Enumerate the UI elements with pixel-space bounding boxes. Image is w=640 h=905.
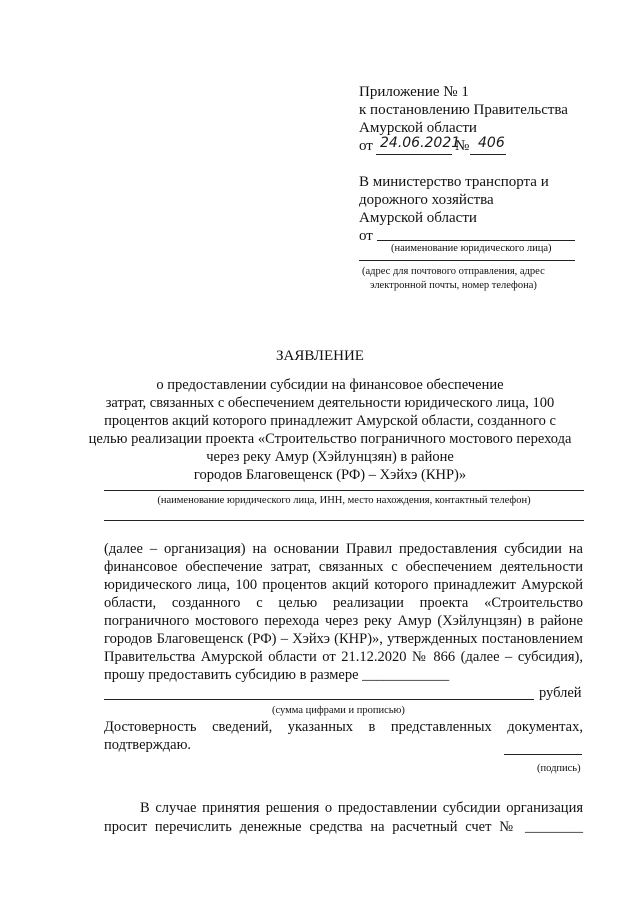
subtitle-line: городов Благовещенск (РФ) – Хэйхэ (КНР)» bbox=[193, 467, 467, 483]
body-line: юридического лица, 100 процентов акций которого принадлежит Амурской bbox=[104, 577, 583, 593]
date-underline bbox=[376, 154, 452, 155]
entity-line-2 bbox=[104, 520, 584, 521]
addressee-line-1: В министерство транспорта и bbox=[359, 174, 549, 190]
amount-line bbox=[104, 699, 534, 700]
subtitle-line: целью реализации проекта «Строительство пограничного мостового перехода bbox=[88, 431, 572, 447]
handwritten-date: 24.06.2021 bbox=[380, 135, 461, 151]
appendix-number: Приложение № 1 bbox=[359, 84, 469, 100]
address-caption-2: электронной почты, номер телефона) bbox=[370, 280, 537, 291]
date-prefix: от bbox=[359, 138, 373, 154]
body-line: городов Благовещенск (РФ) – Хэйхэ (КНР)», утвержденных постановлением bbox=[104, 631, 583, 647]
body-line: области, созданного с целью реализации проекта «Строительство bbox=[104, 595, 583, 611]
subtitle-line: через реку Амур (Хэйлунцзян) в районе bbox=[206, 449, 454, 465]
from-prefix: от bbox=[359, 228, 373, 244]
legal-entity-line bbox=[377, 240, 575, 241]
number-underline bbox=[470, 154, 506, 155]
appendix-ref: к постановлению Правительства bbox=[359, 102, 568, 118]
address-line bbox=[359, 260, 575, 261]
confirm-line: Достоверность сведений, указанных в представленных документах, bbox=[104, 719, 583, 735]
entity-caption: (наименование юридического лица, ИНН, место нахождения, контактный телефон) bbox=[157, 495, 531, 506]
signature-line bbox=[504, 754, 582, 755]
signature-caption: (подпись) bbox=[537, 763, 581, 774]
addressee-line-3: Амурской области bbox=[359, 210, 477, 226]
body-line: пограничного мостового перехода через реку Амур (Хэйлунцзян) в районе bbox=[104, 613, 583, 629]
appendix-region: Амурской области bbox=[359, 120, 477, 136]
entity-line bbox=[104, 490, 584, 491]
legal-entity-caption: (наименование юридического лица) bbox=[391, 243, 552, 254]
final-line-2: просит перечислить денежные средства на расчетный счет № ________ bbox=[104, 819, 583, 835]
final-line: В случае принятия решения о предоставлении субсидии организация bbox=[140, 800, 583, 816]
addressee-line-2: дорожного хозяйства bbox=[359, 192, 494, 208]
subtitle-line: процентов акций которого принадлежит Амурской области, созданного с bbox=[104, 413, 556, 429]
body-line: прошу предоставить субсидию в размере ____________ bbox=[104, 667, 450, 683]
confirm-line-2: подтверждаю. bbox=[104, 737, 192, 753]
amount-suffix: рублей bbox=[539, 685, 582, 701]
address-caption-1: (адрес для почтового отправления, адрес bbox=[362, 266, 545, 277]
handwritten-number: 406 bbox=[478, 135, 505, 151]
amount-caption: (сумма цифрами и прописью) bbox=[272, 705, 405, 716]
body-line: финансовое обеспечение затрат, связанных с обеспечением деятельности bbox=[104, 559, 583, 575]
subtitle-line: затрат, связанных с обеспечением деятельности юридического лица, 100 bbox=[105, 395, 555, 411]
number-sign: № bbox=[455, 138, 470, 154]
body-line: Правительства Амурской области от 21.12.2020 № 866 (далее – субсидия), bbox=[104, 649, 583, 665]
document-title: ЗАЯВЛЕНИЕ bbox=[276, 348, 364, 364]
body-line: (далее – организация) на основании Правил предоставления субсидии на bbox=[104, 541, 583, 557]
subtitle-line: о предоставлении субсидии на финансовое обеспечение bbox=[156, 377, 504, 393]
